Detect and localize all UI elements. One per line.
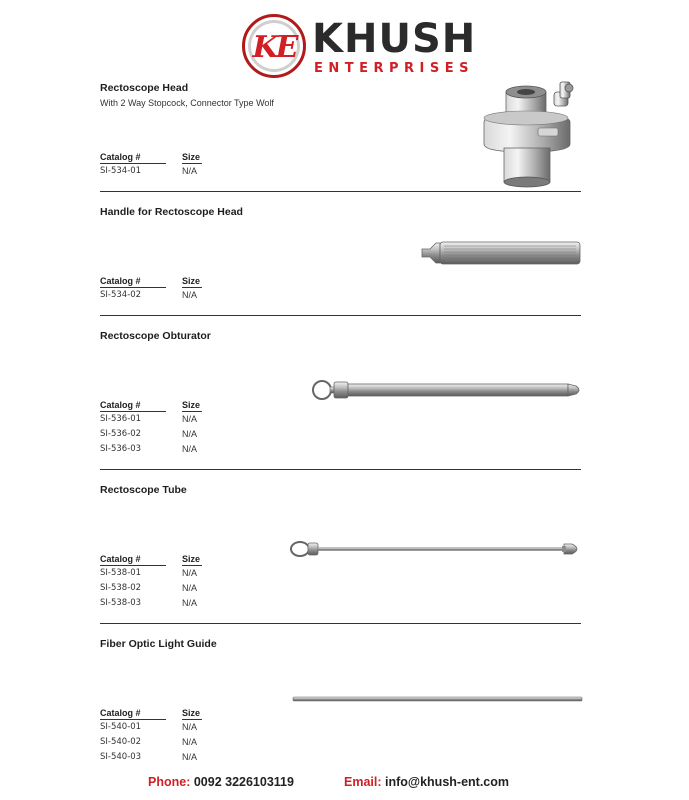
table-row — [100, 566, 210, 581]
product-title: Rectoscope Tube — [100, 484, 187, 496]
catalog-column-header: Catalog # — [100, 400, 166, 412]
spec-header — [100, 554, 210, 566]
company-logo — [242, 12, 477, 82]
email-address[interactable]: info@khush-ent.com — [385, 775, 509, 789]
catalog-column-header: Catalog # — [100, 708, 166, 720]
catalog-number: SI-536-01 — [100, 414, 142, 424]
catalog-column-header: Catalog # — [100, 276, 166, 288]
product-title: Rectoscope Obturator — [100, 330, 211, 342]
section-divider — [100, 623, 581, 624]
contact-footer — [0, 775, 689, 791]
catalog-number: SI-536-03 — [100, 444, 142, 454]
size-value: N/A — [182, 414, 198, 424]
catalog-number: SI-538-02 — [100, 583, 142, 593]
spec-header — [100, 276, 210, 288]
spec-table — [100, 400, 210, 457]
logo-monogram: KE — [252, 30, 296, 65]
section-divider — [100, 191, 581, 192]
table-row — [100, 735, 210, 750]
logo-monogram-badge — [242, 14, 306, 78]
size-value: N/A — [182, 290, 198, 300]
company-tagline: ENTERPRISES — [314, 61, 474, 76]
table-row — [100, 581, 210, 596]
spec-table — [100, 708, 210, 765]
catalog-number: SI-540-01 — [100, 722, 142, 732]
table-row — [100, 427, 210, 442]
catalog-number: SI-538-01 — [100, 568, 142, 578]
company-name: KHUSH — [312, 16, 477, 62]
product-title: Handle for Rectoscope Head — [100, 206, 243, 218]
table-row — [100, 750, 210, 765]
size-value: N/A — [182, 722, 198, 732]
section-divider — [100, 469, 581, 470]
size-value: N/A — [182, 568, 198, 578]
product-subtitle: With 2 Way Stopcock, Connector Type Wolf — [100, 98, 274, 108]
size-column-header: Size — [182, 708, 201, 718]
catalog-number: SI-534-02 — [100, 290, 142, 300]
size-value: N/A — [182, 752, 198, 762]
catalog-number: SI-540-03 — [100, 752, 142, 762]
table-row — [100, 412, 210, 427]
size-value: N/A — [182, 583, 198, 593]
size-value: N/A — [182, 737, 198, 747]
catalog-number: SI-536-02 — [100, 429, 142, 439]
size-value: N/A — [182, 598, 198, 608]
spec-table — [100, 152, 210, 179]
obturator-icon — [310, 376, 584, 404]
section-divider — [100, 315, 581, 316]
email-label: Email: — [344, 775, 382, 789]
size-value: N/A — [182, 166, 198, 176]
table-row — [100, 596, 210, 611]
catalog-number: SI-534-01 — [100, 166, 142, 176]
email-contact — [344, 775, 509, 789]
size-column-header: Size — [182, 400, 201, 410]
spec-header — [100, 400, 210, 412]
catalog-number: SI-538-03 — [100, 598, 142, 608]
table-row — [100, 164, 210, 179]
handle-icon — [420, 238, 584, 268]
spec-header — [100, 152, 210, 164]
phone-contact — [148, 775, 294, 789]
table-row — [100, 288, 210, 303]
catalog-column-header: Catalog # — [100, 554, 166, 566]
product-title: Fiber Optic Light Guide — [100, 638, 217, 650]
phone-label: Phone: — [148, 775, 191, 789]
size-value: N/A — [182, 429, 198, 439]
spec-table — [100, 554, 210, 611]
light-guide-icon — [292, 694, 584, 704]
table-row — [100, 442, 210, 457]
tube-icon — [288, 538, 584, 560]
size-column-header: Size — [182, 276, 201, 286]
rectoscope-head-icon — [478, 78, 588, 190]
catalog-column-header: Catalog # — [100, 152, 166, 164]
spec-table — [100, 276, 210, 303]
phone-number[interactable]: 0092 3226103119 — [193, 775, 294, 789]
catalog-number: SI-540-02 — [100, 737, 142, 747]
size-value: N/A — [182, 444, 198, 454]
product-title: Rectoscope Head — [100, 82, 189, 94]
table-row — [100, 720, 210, 735]
spec-header — [100, 708, 210, 720]
size-column-header: Size — [182, 152, 201, 162]
size-column-header: Size — [182, 554, 201, 564]
